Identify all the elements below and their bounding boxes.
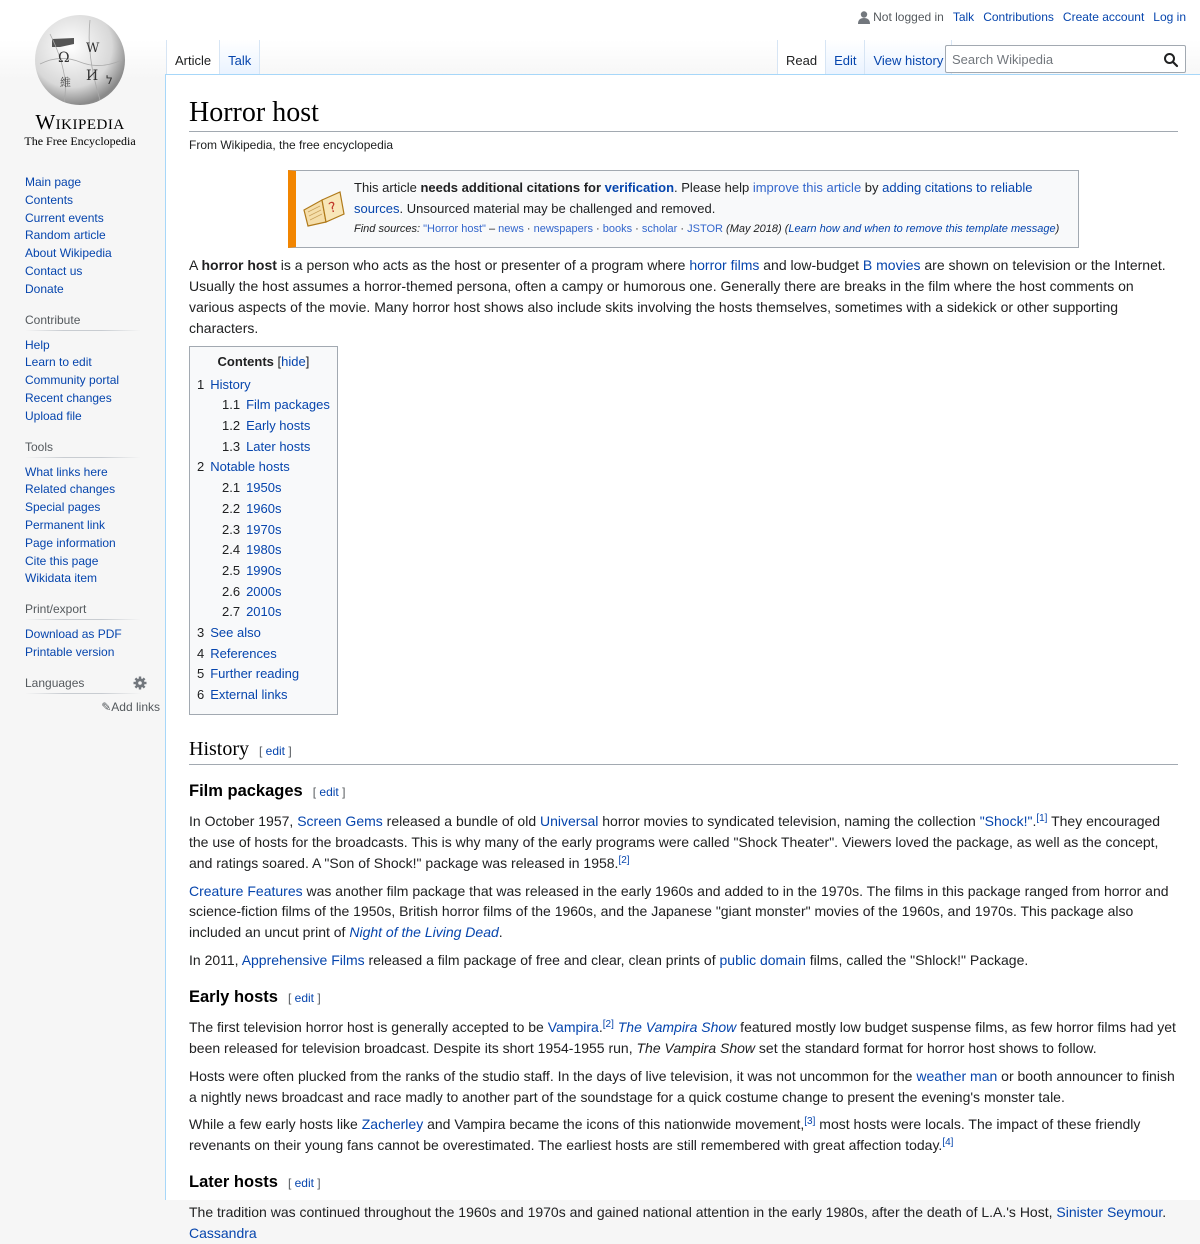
sidebar-item-page-information[interactable]: Page information bbox=[25, 535, 116, 550]
section-heading-later-hosts: Later hosts [ edit ] bbox=[189, 1172, 321, 1191]
search-icon[interactable] bbox=[1163, 52, 1179, 68]
zacherley-link[interactable]: Zacherley bbox=[361, 1116, 424, 1133]
early-hosts-paragraph-2: Hosts were often plucked from the ranks of the studio staff. In the days of live television, it was not uncommon for the weather man or booth announcer to finish a nightly news broadcast and race madly to another part of the soundstage for a quick costume change to present the evening's monster tale. bbox=[189, 1067, 1175, 1105]
apprehensive-films-link[interactable]: Apprehensive Films bbox=[241, 952, 365, 968]
verification-link[interactable]: verification bbox=[604, 180, 675, 196]
sidebar-item-download-pdf[interactable]: Download as PDF bbox=[25, 627, 122, 642]
find-books-link[interactable]: books bbox=[602, 223, 633, 236]
find-sources-query-link[interactable]: "Horror host" bbox=[423, 223, 486, 236]
tab-view-history[interactable]: View history bbox=[865, 40, 952, 74]
night-of-the-living-dead-link[interactable]: Night of the Living Dead bbox=[349, 924, 499, 941]
sidebar-item-related-changes[interactable]: Related changes bbox=[25, 482, 116, 497]
sidebar-item-community-portal[interactable]: Community portal bbox=[25, 373, 120, 388]
b-movies-link[interactable]: B movies bbox=[862, 257, 921, 274]
toc-item-external-links[interactable]: External links bbox=[210, 687, 288, 703]
create-account-link[interactable]: Create account bbox=[1062, 10, 1145, 24]
later-hosts-paragraph-1: The tradition was continued throughout the 1960s and 1970s and gained national attention in the early 1980s, after the death of L.A.'s Host, Sinister Seymour. Cassandra bbox=[189, 1204, 1167, 1242]
tab-read[interactable]: Read bbox=[777, 40, 826, 74]
toc-item-references[interactable]: References bbox=[210, 645, 277, 661]
toc-item-1990s[interactable]: 1990s bbox=[246, 562, 282, 578]
svg-text:W: W bbox=[86, 41, 100, 56]
edit-early-hosts-link[interactable]: edit bbox=[294, 990, 314, 1005]
sidebar-item-what-links-here[interactable]: What links here bbox=[25, 464, 108, 479]
contribute-heading: Contribute bbox=[25, 313, 141, 331]
find-jstor-link[interactable]: JSTOR bbox=[687, 223, 723, 236]
namespace-tabs bbox=[166, 40, 260, 74]
sidebar-item-learn-to-edit[interactable]: Learn to edit bbox=[25, 355, 92, 370]
toc-title: Contents [hide] bbox=[217, 353, 310, 369]
reference-3-link[interactable]: [3] bbox=[804, 1116, 816, 1128]
sidebar-item-current-events[interactable]: Current events bbox=[25, 210, 104, 225]
learn-remove-template-link[interactable]: Learn how and when to remove this template message bbox=[788, 223, 1056, 236]
reference-4-link[interactable]: [4] bbox=[942, 1137, 954, 1149]
navigation-portal bbox=[25, 174, 141, 299]
find-newspapers-link[interactable]: newspapers bbox=[533, 223, 593, 236]
toc-item-1960s[interactable]: 1960s bbox=[246, 500, 282, 516]
toc-item-film-packages[interactable]: Film packages bbox=[246, 397, 330, 413]
tab-edit[interactable]: Edit bbox=[826, 40, 865, 74]
toc-item-see-also[interactable]: See also bbox=[210, 625, 261, 641]
sidebar-item-contact-us[interactable]: Contact us bbox=[25, 263, 83, 278]
toc-item-early-hosts[interactable]: Early hosts bbox=[246, 417, 311, 433]
not-logged-in-status: Not logged in bbox=[858, 10, 944, 24]
sidebar-item-wikidata-item[interactable]: Wikidata item bbox=[25, 571, 98, 586]
screen-gems-link[interactable]: Screen Gems bbox=[297, 813, 383, 830]
film-packages-paragraph-2: Creature Features was another film package that was released in the early 1960s and added to in the 1970s. The films in this package ranged from horror and science-fiction films of the 1950s, British horror films of the 1960s, and the Japanese "giant monster" movies of the 1960s, and 1970s. This package also included an uncut print of Night of the Living Dead. bbox=[189, 882, 1169, 941]
wikipedia-logo[interactable] bbox=[0, 0, 160, 160]
toc-item-history[interactable]: History bbox=[210, 376, 251, 392]
adding-citations-link[interactable]: adding citations to reliable sources bbox=[354, 180, 1033, 217]
tagline: The Free Encyclopedia bbox=[24, 134, 136, 148]
sidebar bbox=[0, 160, 166, 726]
citation-notice bbox=[288, 170, 1079, 248]
shock-link[interactable]: "Shock!" bbox=[979, 813, 1033, 830]
svg-text:И: И bbox=[86, 68, 99, 84]
sinister-seymour-link[interactable]: Sinister Seymour bbox=[1056, 1204, 1163, 1221]
edit-history-link[interactable]: edit bbox=[265, 743, 286, 758]
public-domain-link[interactable]: public domain bbox=[719, 952, 806, 968]
search-box bbox=[945, 45, 1186, 73]
find-scholar-link[interactable]: scholar bbox=[641, 223, 678, 236]
view-tabs bbox=[777, 40, 952, 74]
toc-item-notable-hosts[interactable]: Notable hosts bbox=[210, 459, 290, 475]
print-export-portal bbox=[25, 602, 141, 662]
find-sources: Find sources: "Horror host" – news · newspapers · books · scholar · JSTOR (May 2018) (Learn how and when to remove this template message) bbox=[354, 223, 1060, 236]
main-content bbox=[165, 74, 1200, 1242]
section-heading-early-hosts: Early hosts [ edit ] bbox=[189, 987, 321, 1006]
svg-text:Ω: Ω bbox=[58, 50, 70, 66]
tools-portal bbox=[25, 440, 141, 589]
toc-item-2000s[interactable]: 2000s bbox=[246, 583, 282, 599]
sidebar-item-contents[interactable]: Contents bbox=[25, 192, 74, 207]
tools-heading: Tools bbox=[25, 440, 141, 458]
edit-film-packages-link[interactable]: edit bbox=[319, 784, 339, 799]
search-input[interactable] bbox=[952, 52, 1152, 67]
find-news-link[interactable]: news bbox=[498, 223, 524, 236]
reference-2-link[interactable]: [2] bbox=[602, 1019, 614, 1031]
svg-text:ל: ל bbox=[106, 73, 113, 87]
intro-paragraph: A horror host is a person who acts as the host or presenter of a program where horror films and low-budget B movies are shown on television or the Internet. Usually the host assumes a horror-themed persona, often a campy or humorous one. Generally there are breaks in the film where the host comments on various aspects of the movie. Many horror host shows also include skits involving the hosts themselves, sometimes with a sidekick or other supporting characters. bbox=[189, 257, 1166, 336]
languages-portal bbox=[25, 675, 160, 714]
talk-link[interactable]: Talk bbox=[952, 10, 975, 24]
sidebar-item-upload-file[interactable]: Upload file bbox=[25, 408, 82, 423]
edit-later-hosts-link[interactable]: edit bbox=[294, 1175, 314, 1190]
log-in-link[interactable]: Log in bbox=[1153, 10, 1186, 24]
sidebar-item-cite-this-page[interactable]: Cite this page bbox=[25, 553, 99, 568]
svg-text:?: ? bbox=[327, 199, 339, 218]
sidebar-item-random-article[interactable]: Random article bbox=[25, 228, 106, 243]
vampira-link[interactable]: Vampira bbox=[547, 1019, 599, 1036]
toc-hide-toggle[interactable]: hide bbox=[281, 353, 306, 369]
reference-1-link[interactable]: [1] bbox=[1036, 813, 1048, 825]
tab-talk[interactable]: Talk bbox=[220, 40, 260, 74]
section-heading-film-packages: Film packages [ edit ] bbox=[189, 781, 346, 800]
universal-link[interactable]: Universal bbox=[540, 813, 599, 830]
gear-icon[interactable] bbox=[133, 676, 147, 690]
site-subtitle: From Wikipedia, the free encyclopedia bbox=[189, 138, 394, 153]
pencil-icon: ✎ bbox=[101, 699, 112, 714]
sidebar-item-about-wikipedia[interactable]: About Wikipedia bbox=[25, 246, 112, 261]
sidebar-item-printable-version[interactable]: Printable version bbox=[25, 644, 115, 659]
sidebar-item-help[interactable]: Help bbox=[25, 337, 50, 352]
creature-features-link[interactable]: Creature Features bbox=[189, 882, 303, 899]
section-heading-history: History [ edit ] bbox=[189, 736, 1178, 765]
languages-heading: Languages bbox=[25, 676, 141, 694]
contributions-link[interactable]: Contributions bbox=[983, 10, 1054, 24]
toc-item-later-hosts[interactable]: Later hosts bbox=[246, 438, 311, 454]
table-of-contents: Contents [hide] 1 History 1.1 Film packages 1.2 Early hosts 1.3 Later hosts 2 Notable hosts 2.1 1950s 2.2 1960s 2.3 1970s 2.4 1980s 2.5 1990s 2.6 2000s 2.7 2010s 3 See also 4 References 5 Further reading 6 External links bbox=[189, 346, 338, 715]
sidebar-item-main-page[interactable]: Main page bbox=[25, 175, 82, 189]
user-icon bbox=[858, 11, 870, 24]
early-hosts-paragraph-3: While a few early hosts like Zacherley and Vampira became the icons of this nationwide movement,[3] most hosts were locals. The impact of these friendly revenants on their young fans cannot be overestimated. The earliest hosts are still remembered with great affection today.[4] bbox=[189, 1116, 1141, 1154]
notice-text: This article needs additional citations for verification. Please help improve this article by adding citations to reliable sources. Unsourced material may be challenged and removed. Find sources: "Horror host" – news · newspapers · books · scholar · JSTOR (May 2018) (Learn how and when to remove this template message) bbox=[348, 174, 1070, 242]
toc-item-1980s[interactable]: 1980s bbox=[246, 542, 282, 558]
toc-item-1950s[interactable]: 1950s bbox=[246, 480, 282, 496]
film-packages-paragraph-1: In October 1957, Screen Gems released a bundle of old Universal horror movies to syndicated television, naming the collection "Shock!".[1] They encouraged the use of hosts for the broadcasts. This is why many of the early programs were called "Shock Theater". Viewers loved the package, as well as the concept, and ratings soared. A "Son of Shock!" package was released in 1958.[2] bbox=[189, 813, 1161, 871]
sidebar-item-recent-changes[interactable]: Recent changes bbox=[25, 390, 112, 405]
sidebar-item-permanent-link[interactable]: Permanent link bbox=[25, 517, 106, 532]
improve-article-link[interactable]: improve this article bbox=[752, 180, 862, 196]
page-title: Horror host bbox=[189, 95, 1178, 132]
wordmark: Wikipedia bbox=[35, 110, 125, 134]
toc-item-further-reading[interactable]: Further reading bbox=[210, 666, 300, 682]
add-links[interactable]: ✎Add links bbox=[101, 699, 160, 714]
print-export-heading: Print/export bbox=[25, 602, 141, 620]
reference-2-link[interactable]: [2] bbox=[618, 854, 630, 866]
horror-films-link[interactable]: horror films bbox=[689, 257, 760, 274]
svg-text:維: 維 bbox=[60, 76, 71, 89]
tab-article[interactable]: Article bbox=[166, 40, 220, 74]
toc-item-1970s[interactable]: 1970s bbox=[246, 521, 282, 537]
vampira-show-link[interactable]: The Vampira Show bbox=[617, 1019, 737, 1036]
book-question-icon bbox=[300, 174, 348, 242]
personal-tools bbox=[858, 10, 1186, 24]
sidebar-item-donate[interactable]: Donate bbox=[25, 281, 64, 296]
weather-man-link[interactable]: weather man bbox=[916, 1067, 998, 1084]
film-packages-paragraph-3: In 2011, Apprehensive Films released a film package of free and clear, clean prints of public domain films, called the "Shlock!" Package. bbox=[189, 952, 1029, 968]
sidebar-item-special-pages[interactable]: Special pages bbox=[25, 500, 101, 515]
contribute-portal bbox=[25, 313, 141, 426]
early-hosts-paragraph-1: The first television horror host is generally accepted to be Vampira.[2] The Vampira Show featured mostly low budget suspense films, as few horror films had yet been released for television broadcast. Despite its short 1954-1955 run, The Vampira Show set the standard format for horror host shows to follow. bbox=[189, 1019, 1176, 1056]
cassandra-link[interactable]: Cassandra bbox=[189, 1225, 257, 1242]
wikipedia-globe-icon bbox=[30, 14, 130, 106]
toc-item-2010s[interactable]: 2010s bbox=[246, 604, 282, 620]
